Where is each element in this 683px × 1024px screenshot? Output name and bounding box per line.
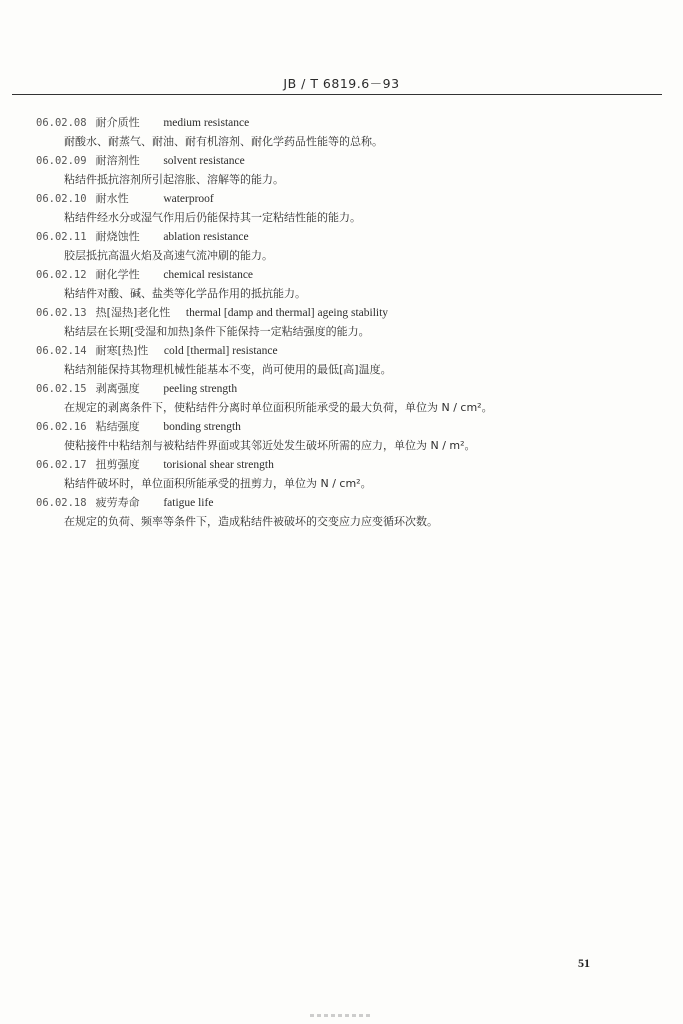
term-chinese: 疲劳寿命	[95, 496, 140, 509]
term-number: 06.02.16	[36, 421, 87, 433]
term-entry	[36, 379, 636, 417]
term-definition: 粘结件抵抗溶剂所引起溶胀、溶解等的能力。	[64, 173, 284, 186]
term-entry-heading	[36, 417, 636, 436]
term-entry-heading	[36, 379, 636, 398]
term-english: fatigue life	[163, 497, 214, 509]
term-english: chemical resistance	[163, 269, 254, 281]
term-entry	[36, 493, 636, 531]
term-entry-heading	[36, 341, 636, 360]
term-english: medium resistance	[163, 117, 250, 129]
term-chinese: 耐溶剂性	[95, 154, 140, 167]
term-number: 06.02.11	[36, 231, 87, 243]
term-definition: 胶层抵抗高温火焰及高速气流冲刷的能力。	[64, 249, 273, 262]
term-number: 06.02.14	[36, 345, 87, 357]
term-number: 06.02.17	[36, 459, 87, 471]
term-chinese: 耐介质性	[95, 116, 140, 129]
term-definition: 粘结层在长期[受湿和加热]条件下能保持一定粘结强度的能力。	[64, 325, 370, 338]
footer-scan-mark	[310, 1014, 370, 1017]
term-chinese: 耐烧蚀性	[95, 230, 140, 243]
term-entry-heading	[36, 493, 636, 512]
term-entry-heading	[36, 151, 636, 170]
term-definition: 在规定的负荷、频率等条件下，造成粘结件被破坏的交变应力应变循环次数。	[64, 515, 438, 528]
term-chinese: 耐寒[热]性	[95, 344, 149, 357]
term-entries-list	[36, 113, 636, 531]
term-entry-heading	[36, 227, 636, 246]
term-entry	[36, 303, 636, 341]
term-entry	[36, 227, 636, 265]
term-entry	[36, 455, 636, 493]
term-entry-heading	[36, 455, 636, 474]
term-chinese: 扭剪强度	[95, 458, 140, 471]
term-entry	[36, 113, 636, 151]
term-english: bonding strength	[163, 421, 241, 433]
term-chinese: 耐水性	[95, 192, 129, 205]
term-chinese: 粘结强度	[95, 420, 140, 433]
term-entry-heading	[36, 113, 636, 132]
term-entry-heading	[36, 189, 636, 208]
header-divider	[12, 94, 662, 95]
term-definition: 粘结件经水分或湿气作用后仍能保持其一定粘结性能的能力。	[64, 211, 361, 224]
term-entry	[36, 341, 636, 379]
term-entry	[36, 189, 636, 227]
term-definition: 粘结件破坏时，单位面积所能承受的扭剪力，单位为 N / cm²。	[64, 477, 372, 490]
term-definition: 使粘接件中粘结剂与被粘结件界面或其邻近处发生破坏所需的应力，单位为 N / m²。	[64, 439, 476, 452]
term-entry-heading	[36, 265, 636, 284]
term-definition: 粘结件对酸、碱、盐类等化学品作用的抵抗能力。	[64, 287, 306, 300]
standard-code-header	[0, 74, 683, 92]
term-chinese: 热[湿热]老化性	[95, 306, 171, 319]
term-english: peeling strength	[163, 383, 238, 395]
term-entry	[36, 417, 636, 455]
term-number: 06.02.12	[36, 269, 87, 281]
term-number: 06.02.09	[36, 155, 87, 167]
page-number: 51	[578, 956, 590, 970]
term-chinese: 耐化学性	[95, 268, 140, 281]
term-english: solvent resistance	[163, 155, 245, 167]
term-number: 06.02.15	[36, 383, 87, 395]
term-entry-heading	[36, 303, 636, 322]
term-entry	[36, 151, 636, 189]
term-chinese: 剥离强度	[95, 382, 140, 395]
term-number: 06.02.08	[36, 117, 87, 129]
term-english: torisional shear strength	[163, 459, 274, 471]
term-english: waterproof	[163, 193, 214, 205]
term-definition: 在规定的剥离条件下，使粘结件分离时单位面积所能承受的最大负荷，单位为 N / cm²。	[64, 401, 493, 414]
term-number: 06.02.13	[36, 307, 87, 319]
term-entry	[36, 265, 636, 303]
term-english: cold [thermal] resistance	[163, 345, 278, 357]
term-english: thermal [damp and thermal] ageing stability	[185, 307, 389, 319]
term-definition: 耐酸水、耐蒸气、耐油、耐有机溶剂、耐化学药品性能等的总称。	[64, 135, 383, 148]
standard-code: JB / T 6819.6－93	[283, 76, 400, 91]
term-number: 06.02.18	[36, 497, 87, 509]
term-english: ablation resistance	[163, 231, 249, 243]
term-number: 06.02.10	[36, 193, 87, 205]
term-definition: 粘结剂能保持其物理机械性能基本不变，尚可使用的最低[高]温度。	[64, 363, 392, 376]
